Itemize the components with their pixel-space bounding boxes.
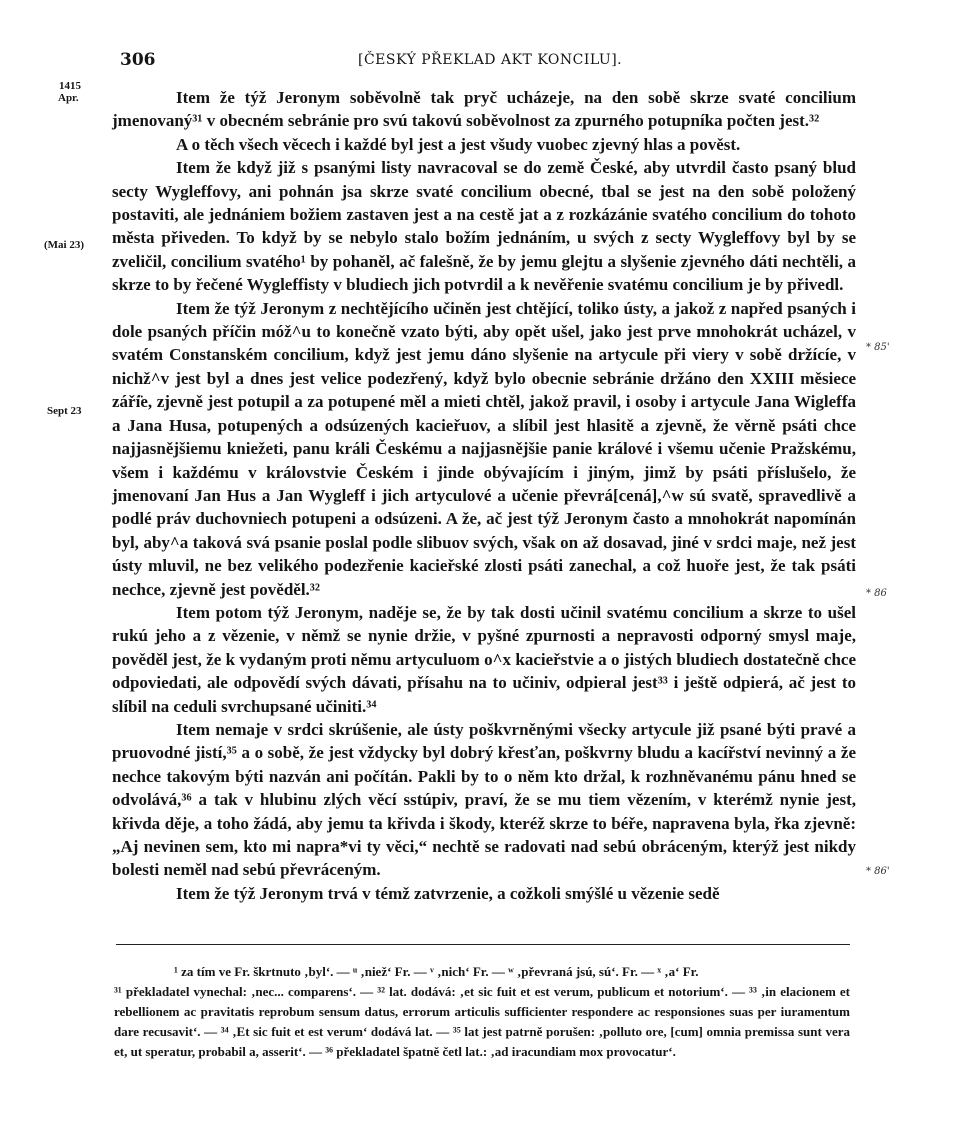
paragraph: Item že týž Jeronym z nechtějícího učiněn jest chtějící, toliko ústy, a jakož z napřed psaných i dole psaných příčin móž^u to konečně vzato býti, aby opět ušel, jako jest prve mnohokrát ucházel, v svatém Constanském concilium, když jest jemu dáno slyšenie na artycule při viery v sobě držícíe, v nichž^v jest byl a dnes jest velice podezřený, když bylo obecnie sebránie držáno den XXIII měsiece září̈e, zjevně jest potupil a za potupené měl a mieti chtěl, jakož pravil, i osoby i artycule Jana Wigleffa a Jana Husa, potupených a odsúzených kacieřuov, a slíbil jest hlasitě a zjevně, že věrně psáti chce najjasnějšiemu kniežeti, panu králi Českému a najjasnějšie panie králové i všemu učenie Pražskému, všem i každému v královstvie Českém i jinde obývajícím i jiným, jimž by psáti příslušelo, že jmenovaní Jan Hus a Jan Wygleff i jich artyculové a učenie převrá[cená],^w sú svatě, spravedlivě a podlé práv duchovniech potupeni a odsúzeni. A že, ač jest týž Jeronym často a mnohokrát napomínán byl, aby^a taková svá psanie poslal podle slibuov svých, však on až dosavad, jiné v srdci maje, než jest ústy mluvil, ne bez velikého podezřenie kacieřské zlosti psáti zanechal, a což huoře jest, že tak psáti nechce, zjevně jest pověděl.³² <box>112 298 856 599</box>
footnote-divider <box>116 944 850 945</box>
footnote: ¹ za tím ve Fr. škrtnuto ‚byl‘. — ᵘ ‚niež‘ Fr. — ᵛ ‚nich‘ Fr. — ʷ ‚převraná jsú, sú‘. Fr. — ˣ ‚a‘ Fr. <box>174 964 699 979</box>
margin-ref-86: * 86 <box>866 588 887 599</box>
margin-month: Apr. <box>58 92 79 104</box>
paragraph: A o těch všech věcech i každé byl jest a jest všudy vuobec zjevný hlas a pověst. <box>176 134 741 154</box>
footnote: ³¹ překladatel vynechal: ‚nec... comparens‘. — ³² lat. dodává: ‚et sic fuit et est verum, publicum et notorium‘. — ³³ ‚in elacionem et rebellionem ac pravitatis reprobum sensum datus, errorum articulis sufficienter respondere ac responsiones suas per iuramentum dare recusavit‘. — ³⁴ ‚Et sic fuit et est verum‘ dodává lat. — ³⁵ lat jest patrně porušen: ‚polluto ore, [cum] omnia premissa sunt vera et, ut speratur, probabil a, asserit‘. — ³⁶ překladatel špatně četl lat.: ‚ad iracundiam mox provocatur‘. <box>114 984 850 1059</box>
paragraph: Item že když již s psanými listy navracoval se do země České, aby utvrdil často psaný blud secty Wygleffovy, ani pohnán jsa skrze svaté concilium obecné, tbal se jest na den sobě položený postaviti, ale jednániem božiem zastaven jest a na cestě jat a z rozkázánie svatého concilium do tohoto města přiveden. To když by se nebylo stalo božím jednáním, u svých z secty Wygleffovy byl by se zveličil, concilium svatého¹ by pohaněl, ač falešně, že by jemu glejtu a slyšenie zjevného dáti nechtěli, a skrze to by řečené Wygleffisty v bludiech jich potvrdil a k nevěřenie svatému concilium je by přivedl. <box>112 158 856 295</box>
paragraph: Item že týž Jeronym soběvolně tak pryč ucházeje, na den sobě skrze svaté concilium jmenovaný³¹ v obecném sebránie pro svú takovú soběvolnost za zpurného potupníka počten jest.³² <box>112 88 856 131</box>
paragraph: Item že týž Jeronym trvá v témž zatvrzenie, a cožkoli smýšlé u vězenie sedě <box>176 883 720 903</box>
margin-year: 1415 <box>59 80 81 92</box>
running-head: [ČESKÝ PŘEKLAD AKT KONCILU]. <box>358 52 623 68</box>
paragraph: Item potom týž Jeronym, naděje se, že by tak dosti učinil svatému concilium a skrze to ušel rukú jeho a z vězenie, v němž se nynie držie, v pyšné zpurnosti a nepravosti odporný smysl maje, pověděl jest, že k vydaným proti němu artyculuom o^x kacieřstvie a o jistých bludiech dostatečně chce odpoviedati, ale odpovědí svých dávati, přísahu na to učiniv, odpieral jest³³ i ještě odpierá, ač jest to slíbil na ceduli svrchupsané učiniti.³⁴ <box>112 602 856 716</box>
footnotes <box>114 962 850 1062</box>
margin-ref-86b: * 86' <box>866 866 890 877</box>
margin-ref-85: * 85' <box>866 342 890 353</box>
margin-date-mai: (Mai 23) <box>44 239 85 251</box>
paragraph: Item nemaje v srdci skrúšenie, ale ústy poškvrněnými všecky artycule již psané býti pravé a pruovodné jistí,³⁵ a o sobě, že jest vždycky byl dobrý křesťan, poškvrny bludu a kacířství nevinný a že nechce takovým býti nazván ani počítán. Pakli by to o něm kto držal, k rozhněvanému pánu hned se odvolává,³⁶ a tak v hlubinu zlých věcí sstúpiv, praví, že se mu tiem vězením, v kterémž nynie jest, křivda děje, a toho žádá, aby jemu ta křivda i škody, kteréž skrze to béře, napravena byla, řka zjevně: „Aj nevinen sem, kto mi napra*vi ty věci,“ nechtě se radovati nad sebú obráceným, kterýž jest nikdy bolesti neměl nad sebú převráceným. <box>112 719 856 880</box>
page-number: 306 <box>120 50 156 70</box>
margin-date-sept: Sept 23 <box>47 405 82 417</box>
main-text <box>112 86 856 905</box>
